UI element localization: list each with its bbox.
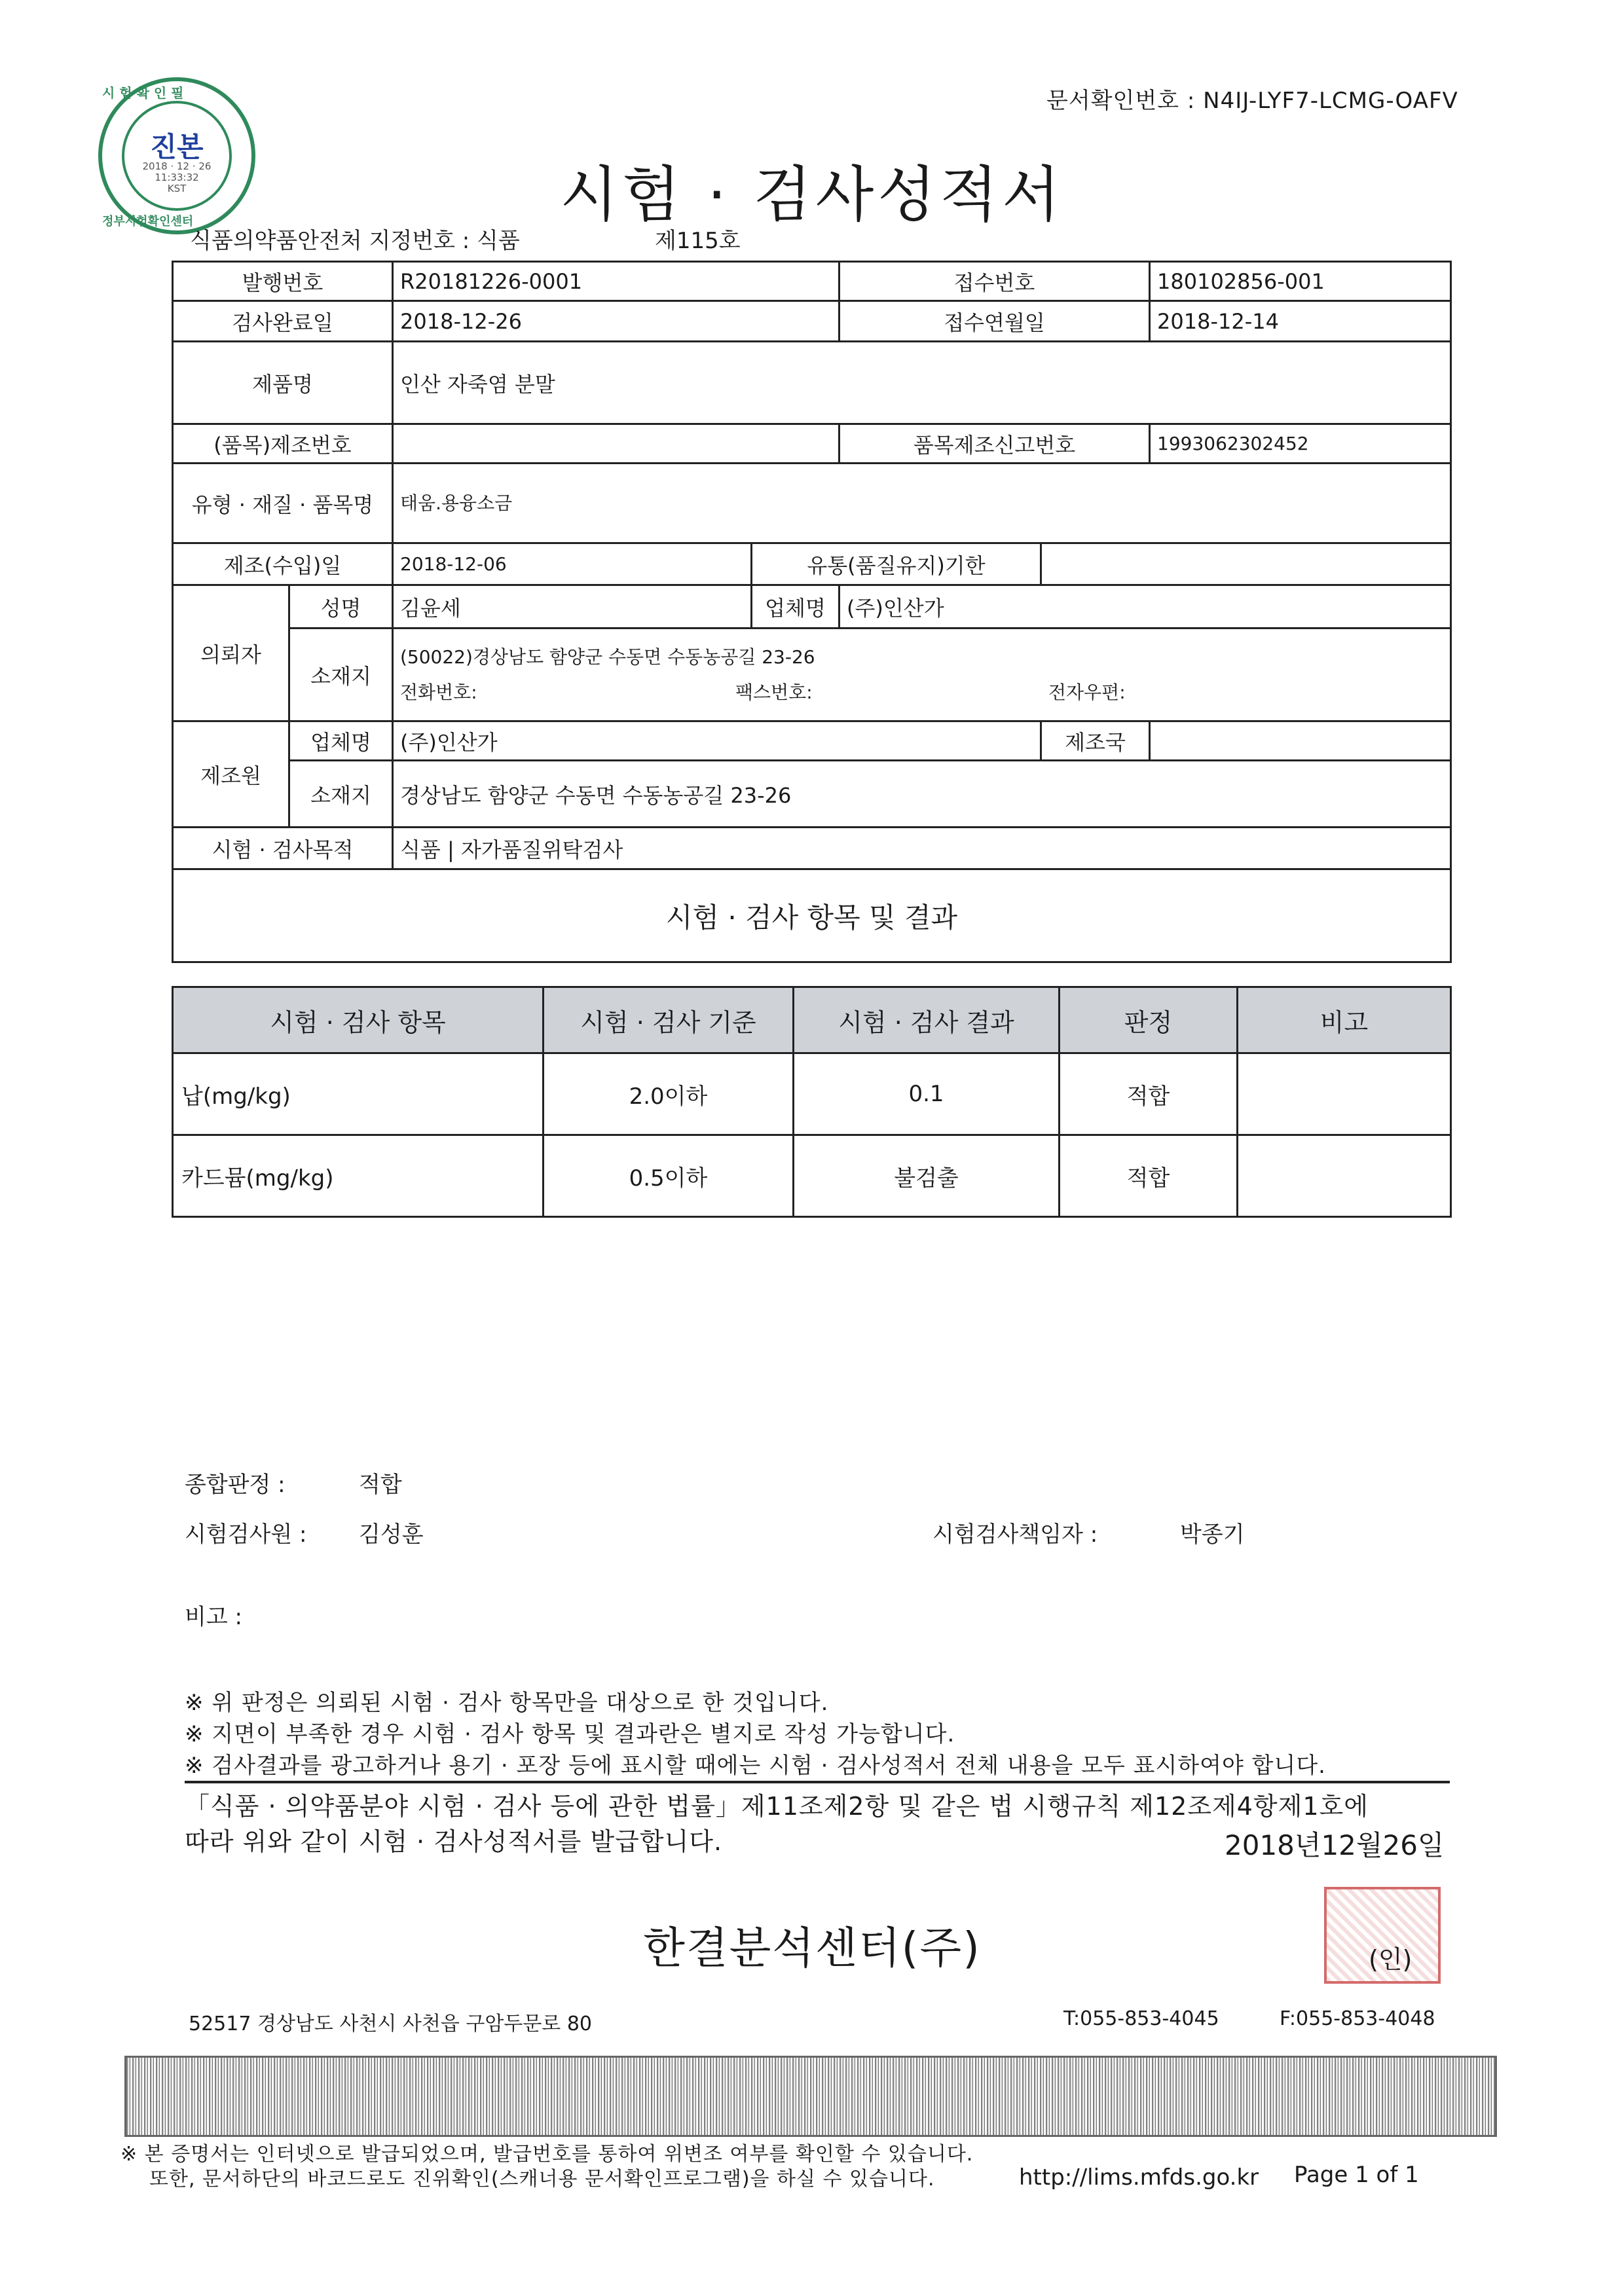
legal-line-2: 따라 위와 같이 시험 · 검사성적서를 발급합니다.	[185, 1827, 723, 1856]
product-value: 인산 자죽염 분말	[393, 342, 1451, 424]
cell-standard: 2.0이하	[544, 1053, 794, 1135]
tester-label: 시험검사원 :	[185, 1522, 307, 1548]
company-name: 한결분석센터(주)	[643, 1923, 981, 1973]
info-row-purpose	[173, 828, 1451, 869]
cell-standard: 0.5이하	[544, 1135, 794, 1217]
client-contact-line	[400, 678, 1443, 707]
table-row	[173, 1053, 1451, 1135]
note-line: ※ 검사결과를 광고하거나 용기 · 포장 등에 표시할 때에는 시험 · 검사성적서 전체 내용을 모두 표시하여야 합니다.	[185, 1753, 1326, 1779]
verification-barcode	[124, 2056, 1497, 2137]
header-note: 비고	[1238, 987, 1451, 1053]
maker-company-value: (주)인산가	[393, 721, 1041, 761]
info-row-product	[173, 342, 1451, 424]
page-indicator: Page 1 of 1	[1294, 2162, 1419, 2188]
note-line: ※ 위 판정은 의뢰된 시험 · 검사 항목만을 대상으로 한 것입니다.	[185, 1690, 829, 1716]
fax-label: 팩스번호:	[735, 681, 813, 703]
mfg-date-value: 2018-12-06	[393, 543, 752, 585]
seal-time-line: 11:33:32	[155, 172, 199, 183]
footer-tel: T:055-853-4045	[1063, 2007, 1219, 2030]
remarks-label: 비고 :	[185, 1604, 242, 1630]
info-table	[172, 261, 1452, 963]
completion-value: 2018-12-26	[393, 301, 840, 342]
tester-value: 김성훈	[359, 1522, 424, 1548]
maker-addr-label: 소재지	[289, 761, 393, 828]
cell-result: 0.1	[794, 1053, 1060, 1135]
client-addr-label: 소재지	[289, 629, 393, 721]
info-row-lot	[173, 424, 1451, 464]
client-company-label: 업체명	[752, 585, 840, 629]
table-row	[173, 1135, 1451, 1217]
info-row-issue	[173, 262, 1451, 301]
info-row-client-addr	[173, 629, 1451, 721]
seal-main-text: 진본	[150, 131, 204, 163]
designation-number: 제115호	[655, 228, 741, 254]
lot-value	[393, 424, 840, 464]
receipt-date-label: 접수연월일	[840, 301, 1150, 342]
manager-label: 시험검사책임자 :	[932, 1522, 1098, 1548]
cell-item: 카드뮴(mg/kg)	[173, 1135, 544, 1217]
cell-note	[1238, 1135, 1451, 1217]
bottom-note-line-2: 또한, 문서하단의 바코드로도 진위확인(스캐너용 문서확인프로그램)을 하실 수 있습니다.	[149, 2168, 935, 2191]
seal-zone-line: KST	[167, 183, 187, 194]
designation-line	[190, 223, 741, 255]
footer-address: 52517 경상남도 사천시 사천읍 구암두문로 80	[189, 2013, 592, 2035]
stamp-mark: (인)	[1369, 1945, 1412, 1974]
lot-label: (품목)제조번호	[173, 424, 393, 464]
verification-url[interactable]: http://lims.mfds.go.kr	[1019, 2164, 1259, 2191]
product-label: 제품명	[173, 342, 393, 424]
legal-statement	[185, 1789, 1369, 1859]
info-row-dates	[173, 301, 1451, 342]
notes-block	[185, 1687, 1326, 1781]
bottom-note-line-1: ※ 본 증명서는 인터넷으로 발급되었으며, 발급번호를 통하여 위변조 여부를 확인할 수 있습니다.	[120, 2143, 974, 2166]
header-item: 시험 · 검사 항목	[173, 987, 544, 1053]
designation-label: 식품의약품안전처 지정번호 : 식품	[190, 228, 520, 254]
client-name-value: 김윤세	[393, 585, 752, 629]
legal-line-1: 「식품 · 의약품분야 시험 · 검사 등에 관한 법률」제11조제2항 및 같은 법 시행규칙 제12조제4항제1호에	[185, 1792, 1369, 1821]
report-no-value: 1993062302452	[1150, 424, 1451, 464]
footer-fax: F:055-853-4048	[1280, 2007, 1435, 2030]
receipt-date-value: 2018-12-14	[1150, 301, 1451, 342]
cell-verdict: 적합	[1060, 1053, 1238, 1135]
info-row-type	[173, 464, 1451, 543]
header-result: 시험 · 검사 결과	[794, 987, 1060, 1053]
cell-result: 불검출	[794, 1135, 1060, 1217]
seal-date-line: 2018 · 12 · 26	[142, 160, 212, 172]
client-company-value: (주)인산가	[840, 585, 1451, 629]
header-standard: 시험 · 검사 기준	[544, 987, 794, 1053]
client-label: 의뢰자	[173, 585, 289, 721]
expiry-label: 유통(품질유지)기한	[752, 543, 1041, 585]
type-value: 태움.용융소금	[393, 464, 1451, 543]
purpose-label: 시험 · 검사목적	[173, 828, 393, 869]
maker-label: 제조원	[173, 721, 289, 828]
manager-value: 박종기	[1180, 1522, 1245, 1548]
client-addr-value: (50022)경상남도 함양군 수동면 수동농공길 23-26	[400, 646, 815, 668]
overall-value: 적합	[359, 1472, 402, 1498]
completion-label: 검사완료일	[173, 301, 393, 342]
info-row-mfg-date	[173, 543, 1451, 585]
expiry-value	[1041, 543, 1451, 585]
maker-company-label: 업체명	[289, 721, 393, 761]
mfg-date-label: 제조(수입)일	[173, 543, 393, 585]
note-line: ※ 지면이 부족한 경우 시험 · 검사 항목 및 결과란은 별지로 작성 가능합니다.	[185, 1721, 955, 1747]
document-confirm-number: 문서확인번호 : N4IJ-LYF7-LCMG-OAFV	[1046, 88, 1458, 114]
results-section-title: 시험 · 검사 항목 및 결과	[173, 869, 1451, 962]
info-row-client-name	[173, 585, 1451, 629]
issue-no-value: R20181226-0001	[393, 262, 840, 301]
type-label: 유형 · 재질 · 품목명	[173, 464, 393, 543]
issue-no-label: 발행번호	[173, 262, 393, 301]
client-addr-cell	[393, 629, 1451, 721]
tel-label: 전화번호:	[400, 681, 477, 703]
receipt-no-value: 180102856-001	[1150, 262, 1451, 301]
report-no-label: 품목제조신고번호	[840, 424, 1150, 464]
seal-ring-bottom: 정부시험확인센터	[102, 215, 194, 228]
info-row-section-title	[173, 869, 1451, 962]
results-table	[172, 986, 1452, 1218]
header-verdict: 판정	[1060, 987, 1238, 1053]
info-row-maker-company	[173, 721, 1451, 761]
country-label: 제조국	[1041, 721, 1150, 761]
divider	[185, 1781, 1450, 1783]
cell-note	[1238, 1053, 1451, 1135]
cell-verdict: 적합	[1060, 1135, 1238, 1217]
client-name-label: 성명	[289, 585, 393, 629]
info-row-maker-addr	[173, 761, 1451, 828]
email-label: 전자우편:	[1048, 681, 1126, 703]
purpose-value: 식품 | 자가품질위탁검사	[393, 828, 1451, 869]
issue-date: 2018년12월26일	[1225, 1829, 1445, 1861]
receipt-no-label: 접수번호	[840, 262, 1150, 301]
maker-addr-value: 경상남도 함양군 수동면 수동농공길 23-26	[393, 761, 1451, 828]
cell-item: 납(mg/kg)	[173, 1053, 544, 1135]
results-header-row	[173, 987, 1451, 1053]
country-value	[1150, 721, 1451, 761]
document-title: 시험 · 검사성적서	[560, 160, 1064, 230]
seal-ring-top: 시 험 확 인 필	[102, 85, 184, 101]
bottom-note	[120, 2142, 973, 2192]
overall-label: 종합판정 :	[185, 1472, 286, 1498]
